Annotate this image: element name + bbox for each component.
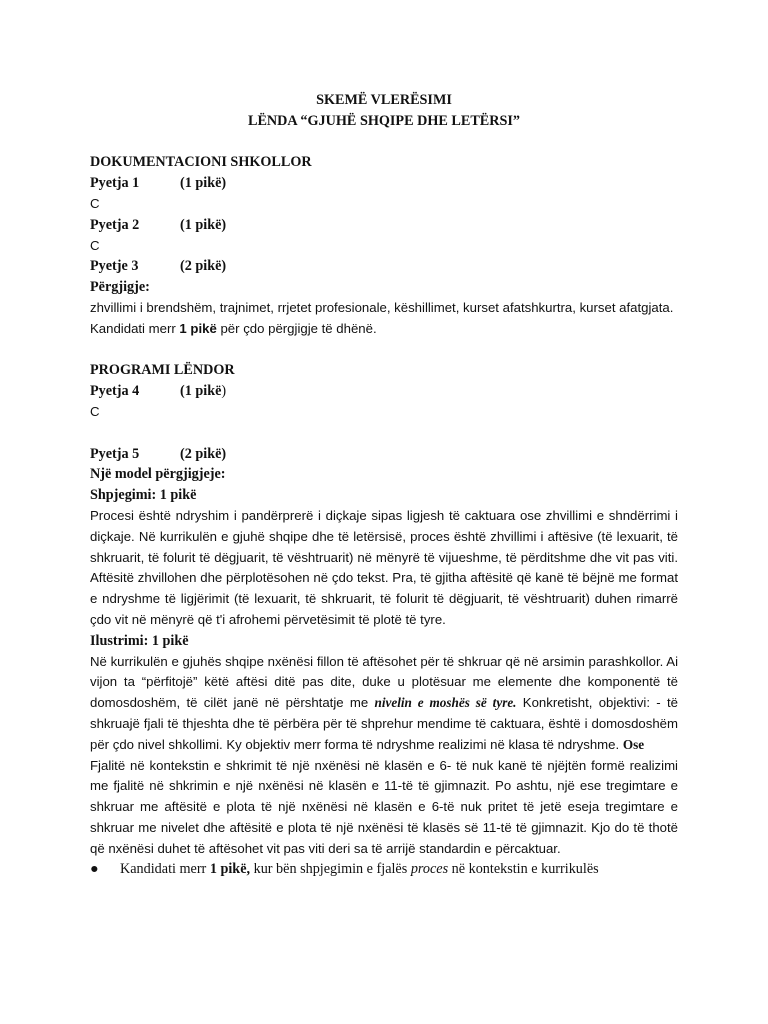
answer-4: C <box>90 403 100 419</box>
question-points: (1 pikë) <box>180 216 227 233</box>
illustration-text: Në kurrikulën e gjuhës shqipe nxënësi fillon të aftësohet për të shkruar që në arsimin parashkollor. Ai vijon ta “përfitojë” këtë aftësi ditë pas dite, duke u plotësuar me elemente dhe komponentë të domosdoshëm, të cilët janë në përshtatje me nivelin e moshës së tyre. Konkretisht, objektivi: - të shkruajë fjali të thjeshta dhe të përbëra për të shprehur mendime të caktuara, është i domosdoshëm për çdo nivel shkollimi. Ky objektiv merr forma të ndryshme realizimi në klasa të ndryshme. Ose <box>90 653 678 752</box>
explanation-label: Shpjegimi: 1 pikë <box>90 487 197 504</box>
question-points: (2 pikë) <box>180 445 227 462</box>
document-page <box>90 90 678 880</box>
model-answer-heading: Një model përgjigjeje: <box>90 466 226 483</box>
answer-2: C <box>90 237 100 253</box>
bullet-icon: ● <box>90 861 99 878</box>
page-title: SKEMË VLERËSIMI <box>316 92 452 108</box>
question-points: (2 pikë) <box>180 258 227 275</box>
question-1 <box>90 173 678 194</box>
question-points: (1 pikë) <box>180 175 227 192</box>
answer-label: Përgjigje: <box>90 279 150 296</box>
question-label: Pyetja 2 <box>90 216 140 233</box>
section-heading-program: PROGRAMI LËNDOR <box>90 362 235 379</box>
question-2 <box>90 215 678 236</box>
question-points: (1 pikë) <box>180 383 227 400</box>
explanation-text: Procesi është ndryshim i pandërprerë i diçkaje sipas ligjesh të caktuara ose zhvillimi e shndërrimi i diçkaje. Në kurrikulën e gjuhë shqipe dhe të letërsisë, proces është zhvillimi i aftësive (të lexuarit, të shkruarit, të folurit të dëgjuarit, të vështruarit) në mënyrë të vijueshme, të përditshme dhe vit pas viti. Aftësitë zhvillohen dhe përplotësohen në çdo tekst. Pra, të gjitha aftësitë që kanë të bëjnë me format e ndryshme të ligjërimit (të lexuarit, të shkruarit, të folurit të dëgjuarit, të vështruarit) duhen rimarrë çdo vit në mënyrë që t'i afrohemi përvetësimit të plotë të tyre. <box>90 507 678 627</box>
alternative-illustration-text: Fjalitë në kontekstin e shkrimit të një nxënësi në klasën e 6- të nuk kanë të njëjtën formë realizimi me fjalitë në shkrimin e një nxënësi në klasën e 11-të të gjimnazit. Po ashtu, një ese tregimtare e shkruar me aftësitë e plota të një nxënësi në klasën e 6-të nuk pritet të jetë eseja tregimtare e shkruar me nivelet dhe aftësitë e plota të një nxënësi të klasës së 11-të të gjimnazit. Kjo do të thotë që nxënësi duhet të aftësohet vit pas viti deri sa të arrijë standardin e përcaktuar. <box>90 757 678 856</box>
answer-3-text: zhvillimi i brendshëm, trajnimet, rrjetet profesionale, këshillimet, kurset afatshkurtra, kurset afatgjata. <box>90 299 674 315</box>
question-5 <box>90 444 678 465</box>
question-label: Pyetja 5 <box>90 445 140 462</box>
question-label: Pyetja 1 <box>90 175 140 192</box>
page-subtitle: LËNDA “GJUHË SHQIPE DHE LETËRSI” <box>248 112 520 129</box>
answer-1: C <box>90 195 100 211</box>
bullet-text: Kandidati merr 1 pikë, kur bën shpjegimin e fjalës proces në kontekstin e kurrikulës <box>120 861 599 878</box>
scoring-note: Kandidati merr 1 pikë për çdo përgjigje të dhënë. <box>90 320 377 336</box>
question-4 <box>90 381 678 402</box>
list-item <box>90 859 678 880</box>
or-label: Ose <box>622 736 645 752</box>
illustration-label: Ilustrimi: 1 pikë <box>90 632 189 649</box>
question-3 <box>90 256 678 277</box>
question-label: Pyetja 4 <box>90 383 140 400</box>
question-label: Pyetje 3 <box>90 258 139 275</box>
section-heading-documentation: DOKUMENTACIONI SHKOLLOR <box>90 154 312 171</box>
